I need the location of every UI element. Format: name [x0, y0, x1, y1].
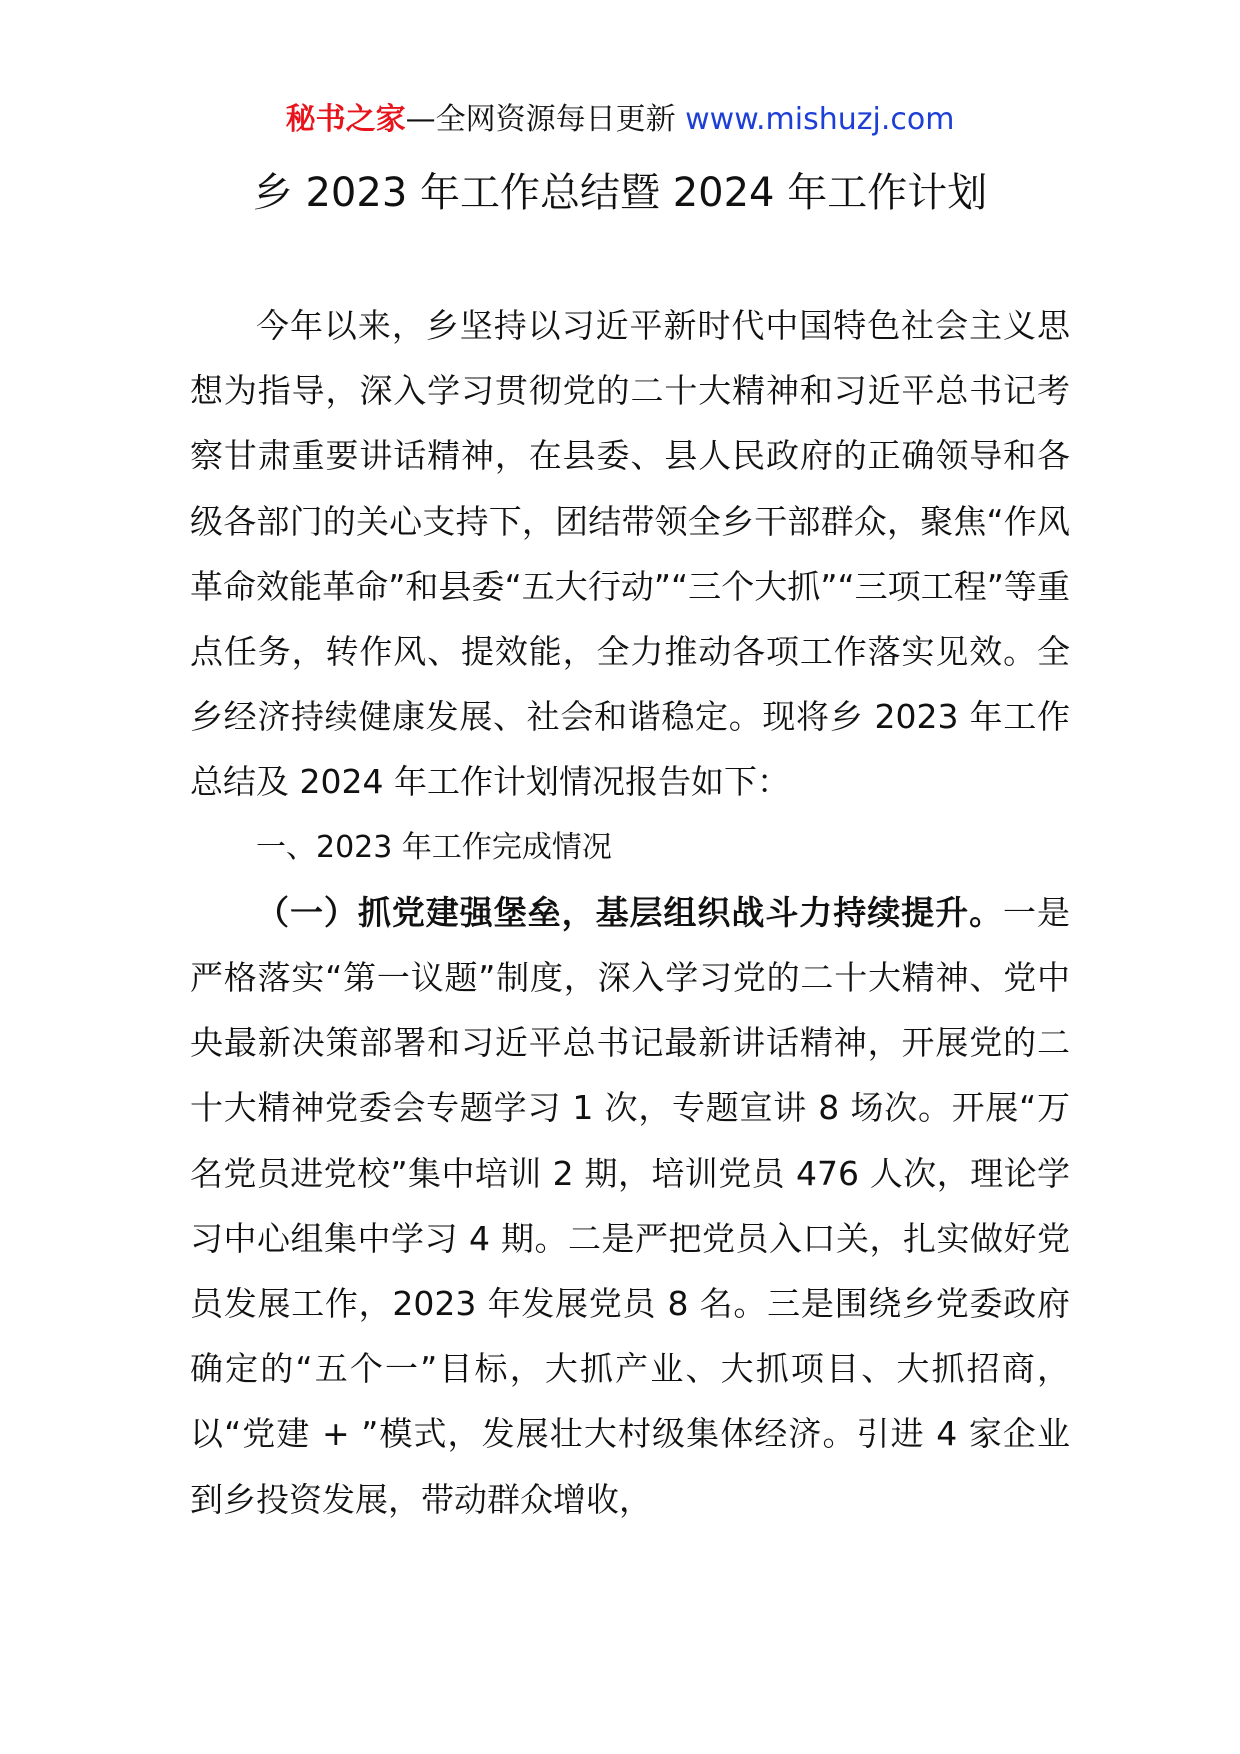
item-lead-heading: （一）抓党建强堡垒，基层组织战斗力持续提升。: [256, 892, 1004, 932]
intro-paragraph: 今年以来，乡坚持以习近平新时代中国特色社会主义思想为指导，深入学习贯彻党的二十大精神和习近平总书记考察甘肃重要讲话精神，在县委、县人民政府的正确领导和各级各部门的关心支持下，团结带领全乡干部群众，聚焦“作风革命效能革命”和县委“五大行动”“三个大抓”“三项工程”等重点任务，转作风、提效能，全力推动各项工作落实见效。全乡经济持续健康发展、社会和谐稳定。现将乡 2023 年工作总结及 2024 年工作计划情况报告如下：: [190, 306, 1070, 802]
banner-slogan: —全网资源每日更新: [405, 102, 676, 137]
item-body-text: 一是严格落实“第一议题”制度，深入学习党的二十大精神、党中央最新决策部署和习近平总书记最新讲话精神，开展党的二十大精神党委会专题学习 1 次，专题宣讲 8 场次。开展“万名党员进党校”集中培训 2 期，培训党员 476 人次，理论学习中心组集中学习 4 期。二是严把党员入口关，扎实做好党员发展工作，2023 年发展党员 8 名。三是围绕乡党委政府确定的“五个一”目标，大抓产业、大抓项目、大抓招商，以“党建 + ”模式，发展壮大村级集体经济。引进 4 家企业到乡投资发展，带动群众增收，: [190, 892, 1071, 1519]
site-url-link[interactable]: www.mishuzj.com: [685, 102, 955, 137]
item-paragraph: [190, 880, 1070, 1532]
document-title: 乡 2023 年工作总结暨 2024 年工作计划: [252, 170, 988, 216]
site-banner: [0, 100, 1240, 140]
section-heading: 一、2023 年工作完成情况: [256, 829, 612, 865]
document-body: [190, 293, 1070, 1532]
brand-name: 秘书之家: [285, 102, 406, 137]
